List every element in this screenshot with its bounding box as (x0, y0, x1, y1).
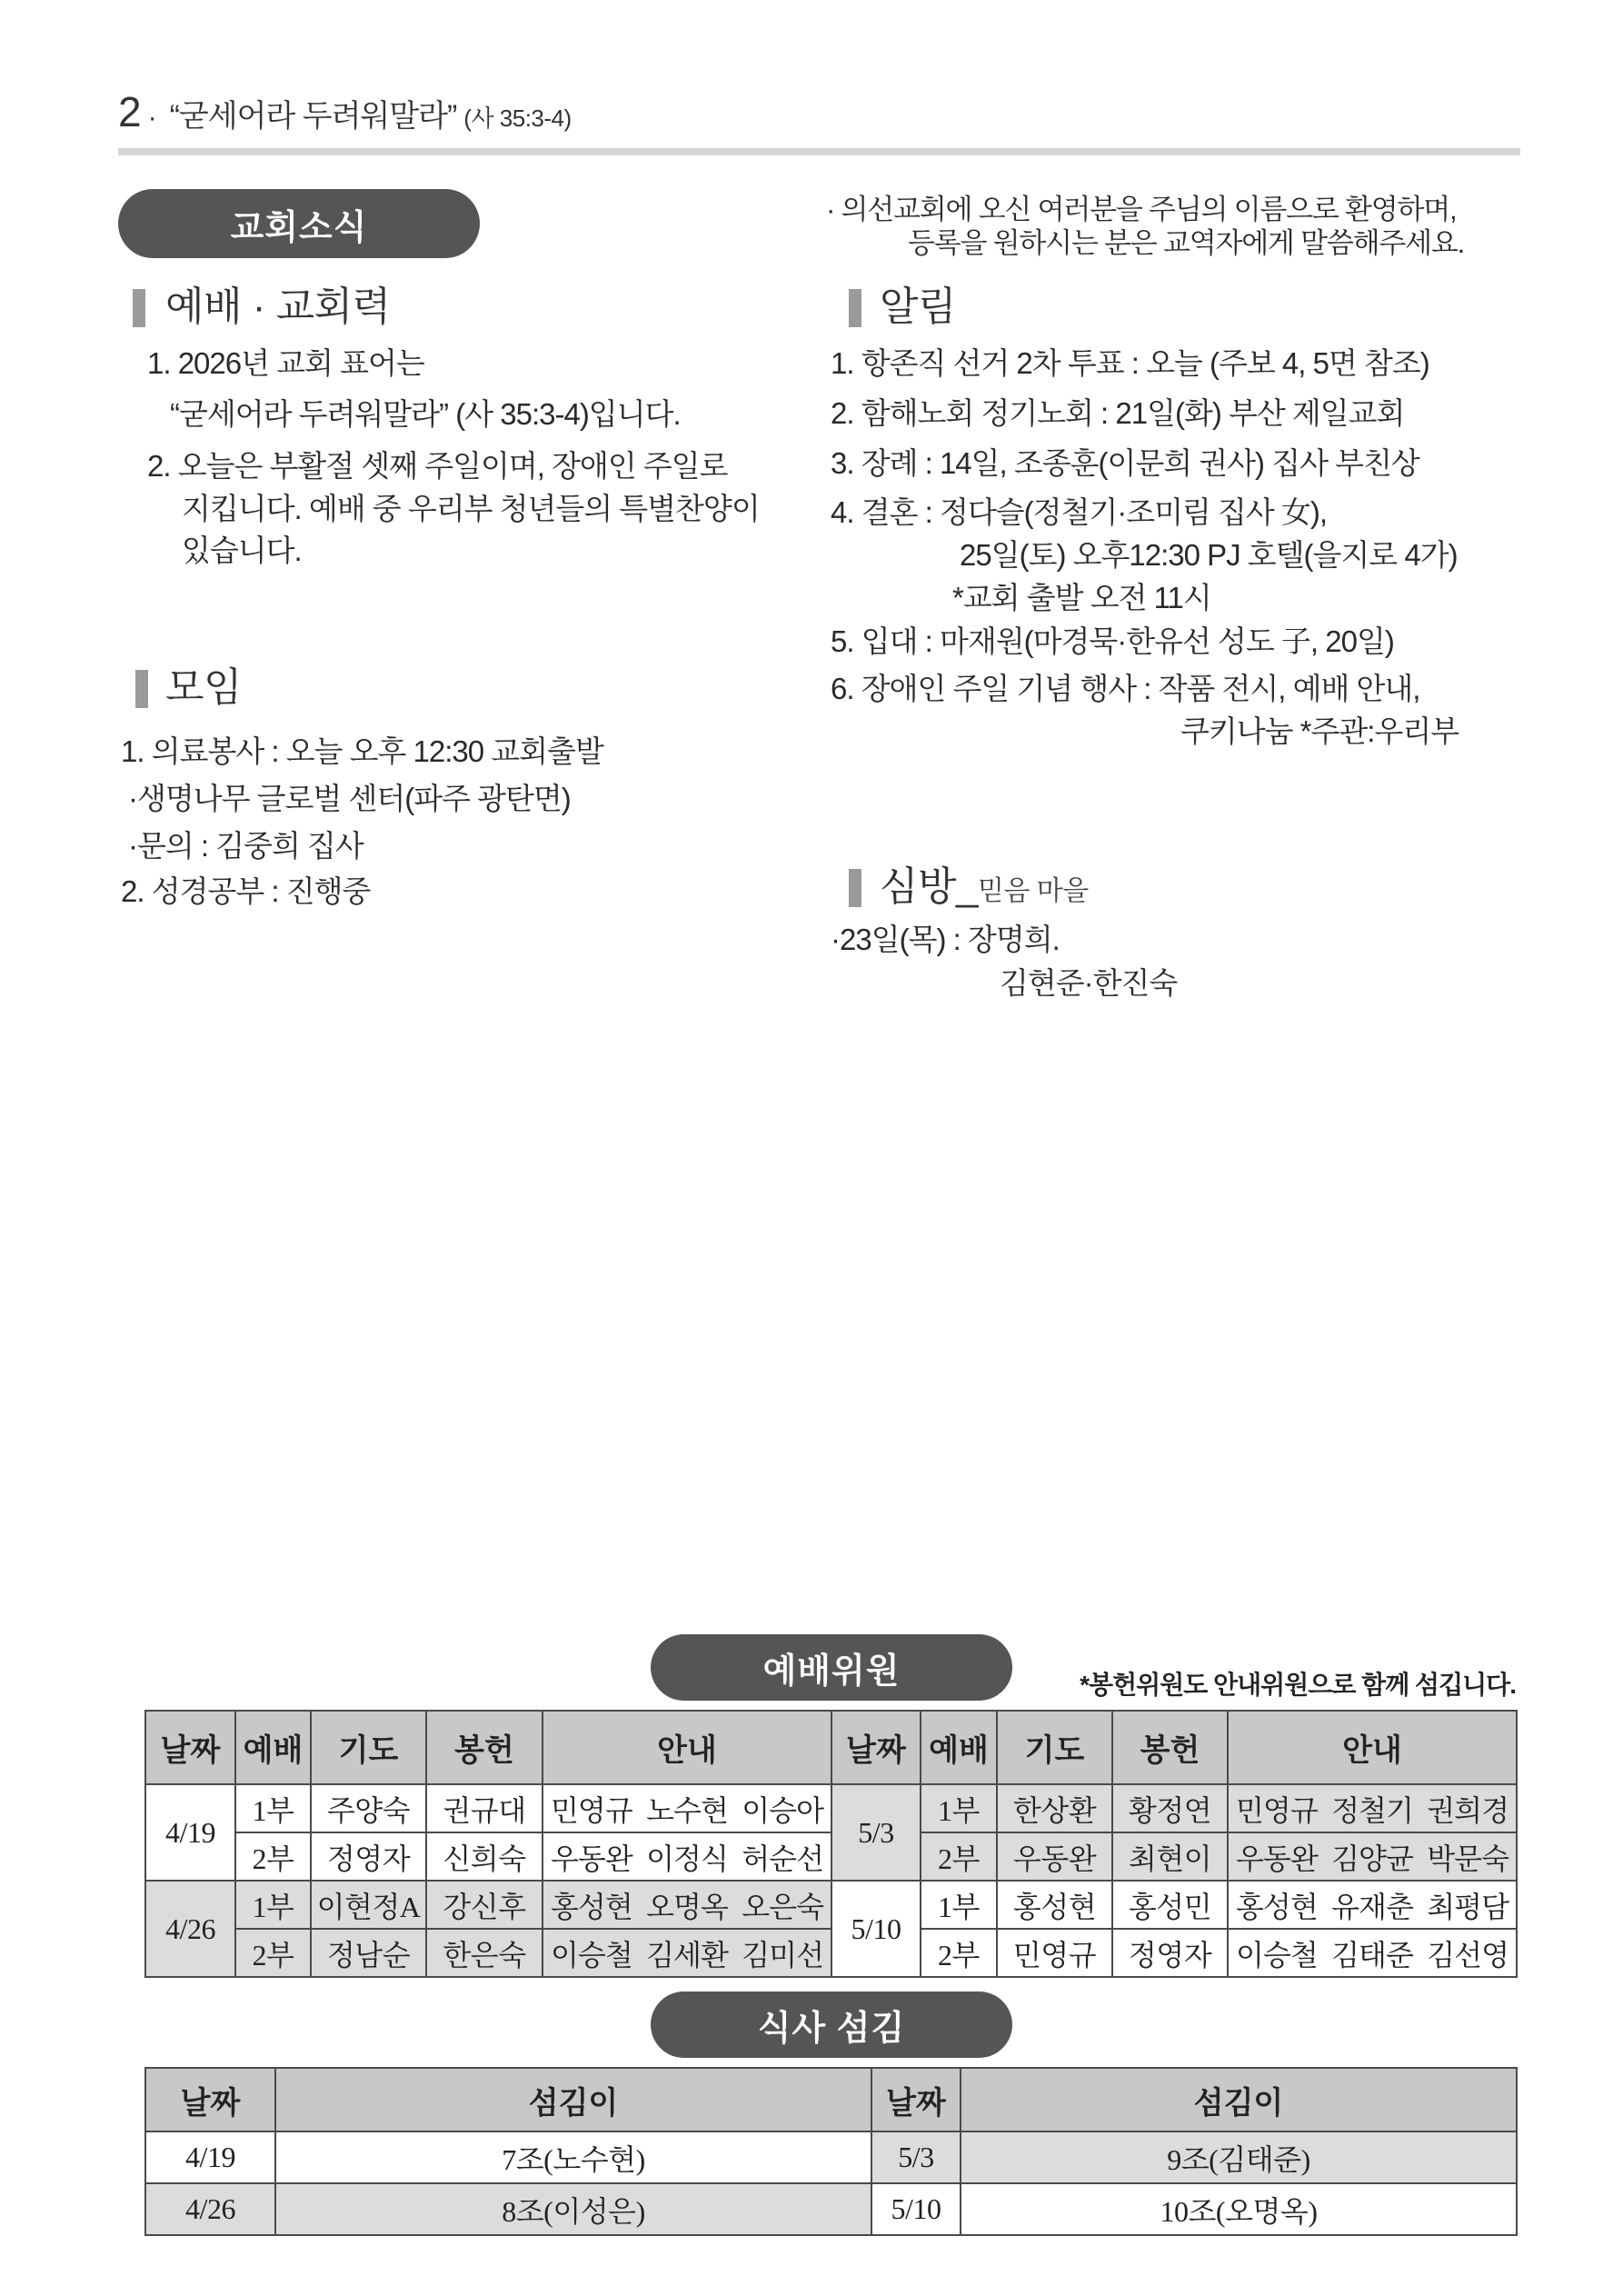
prayer-cell: 민영규 (997, 1929, 1112, 1977)
notice-line: 1. 항존직 선거 2차 투표 : 오늘 (주보 4, 5면 참조) (831, 346, 1429, 380)
offering-cell: 홍성민 (1112, 1881, 1228, 1929)
guide-cell: 민영규 정철기 권희경 (1228, 1784, 1517, 1832)
prayer-cell: 우동완 (997, 1832, 1112, 1881)
heading-bar-icon (849, 869, 861, 907)
offering-cell: 정영자 (1112, 1929, 1228, 1977)
section-title-worship-committee: 예배위원 (651, 1634, 1012, 1701)
notice-line: 5. 입대 : 마재원(마경묵·한유선 성도 子, 20일) (831, 624, 1394, 658)
column-header: 날짜 (145, 2068, 275, 2131)
notice-line: 6. 장애인 주일 기념 행사 : 작품 전시, 예배 안내, (831, 672, 1420, 705)
meeting-line: ·문의 : 김중희 집사 (128, 829, 363, 863)
notice-line: 쿠키나눔 *주관:우리부 (1180, 714, 1459, 748)
team-cell: 8조(이성은) (275, 2183, 871, 2235)
offering-cell: 황정연 (1112, 1784, 1228, 1832)
notice-line: 3. 장례 : 14일, 조종훈(이문희 권사) 집사 부친상 (831, 446, 1419, 480)
worship-committee-table (144, 1710, 1518, 1978)
column-header: 섬김이 (961, 2068, 1517, 2131)
offering-cell: 강신후 (426, 1881, 543, 1929)
heading-worship-calendar: 예배 · 교회력 (165, 285, 391, 329)
visitation-subtitle: 믿음 마을 (977, 876, 1089, 906)
notice-line: 2. 함해노회 정기노회 : 21일(화) 부산 제일교회 (831, 396, 1405, 430)
service-cell: 1부 (921, 1784, 997, 1832)
heading-notices: 알림 (880, 285, 957, 329)
prayer-cell: 홍성현 (997, 1881, 1112, 1929)
prayer-cell: 정영자 (311, 1832, 426, 1881)
column-header: 날짜 (145, 1711, 235, 1784)
prayer-cell: 정남순 (311, 1929, 426, 1977)
heading-bar-icon (135, 670, 148, 708)
meeting-line: 1. 의료봉사 : 오늘 오후 12:30 교회출발 (121, 734, 603, 768)
service-cell: 2부 (235, 1832, 311, 1881)
heading-visitation (880, 863, 1089, 915)
guide-cell: 민영규 노수현 이승아 (543, 1784, 831, 1832)
guide-cell: 홍성현 오명옥 오은숙 (543, 1881, 831, 1929)
date-cell: 4/19 (145, 1784, 235, 1881)
header-motto: “굳세어라 두려워말라” (169, 99, 457, 134)
calendar-line: 있습니다. (182, 534, 302, 567)
table-row (145, 2183, 1517, 2235)
column-header: 예배 (235, 1711, 311, 1784)
column-header: 날짜 (831, 1711, 921, 1784)
header-divider (118, 148, 1520, 155)
column-header: 안내 (1228, 1711, 1517, 1784)
date-cell: 4/26 (145, 1881, 235, 1977)
date-cell: 5/3 (871, 2131, 961, 2183)
table-header-row (145, 1711, 1517, 1784)
welcome-line: 등록을 원하시는 분은 교역자에게 말씀해주세요. (908, 227, 1464, 259)
table-row (145, 1784, 1517, 1832)
calendar-line: 지킵니다. 예배 중 우리부 청년들의 특별찬양이 (182, 492, 760, 525)
column-header: 기도 (311, 1711, 426, 1784)
team-cell: 7조(노수현) (275, 2131, 871, 2183)
team-cell: 10조(오명옥) (961, 2183, 1517, 2235)
service-cell: 2부 (235, 1929, 311, 1977)
date-cell: 4/26 (145, 2183, 275, 2235)
section-title-church-news: 교회소식 (118, 189, 480, 258)
offering-cell: 권규대 (426, 1784, 543, 1832)
page-number: 2 (118, 88, 141, 135)
team-cell: 9조(김태준) (961, 2131, 1517, 2183)
service-cell: 2부 (921, 1929, 997, 1977)
welcome-line: · 의선교회에 오신 여러분을 주님의 이름으로 환영하며, (826, 194, 1457, 225)
visitation-line: 김현준·한진숙 (1000, 966, 1178, 1000)
header-reference: (사 35:3-4) (463, 105, 572, 132)
service-cell: 1부 (921, 1881, 997, 1929)
date-cell: 5/10 (871, 2183, 961, 2235)
visitation-line: ·23일(목) : 장명희. (831, 923, 1060, 956)
meal-service-table (144, 2067, 1518, 2236)
column-header: 예배 (921, 1711, 997, 1784)
committee-note: *봉헌위원도 안내위원으로 함께 섬깁니다. (1080, 1671, 1516, 1699)
heading-meetings: 모임 (165, 665, 243, 710)
column-header: 봉헌 (426, 1711, 543, 1784)
date-cell: 5/10 (831, 1881, 921, 1977)
header-separator: · (147, 103, 157, 133)
prayer-cell: 주양숙 (311, 1784, 426, 1832)
notice-line: 25일(토) 오후12:30 PJ 호텔(을지로 4가) (960, 538, 1458, 572)
guide-cell: 이승철 김세환 김미선 (543, 1929, 831, 1977)
service-cell: 2부 (921, 1832, 997, 1881)
prayer-cell: 한상환 (997, 1784, 1112, 1832)
notice-line: 4. 결혼 : 정다슬(정철기·조미림 집사 女), (831, 495, 1328, 529)
page-header (118, 87, 572, 142)
guide-cell: 우동완 이정식 허순선 (543, 1832, 831, 1881)
date-cell: 5/3 (831, 1784, 921, 1881)
calendar-line: “굳세어라 두려워말라” (사 35:3-4)입니다. (170, 397, 681, 431)
table-row (145, 1881, 1517, 1929)
guide-cell: 이승철 김태준 김선영 (1228, 1929, 1517, 1977)
calendar-line: 1. 2026년 교회 표어는 (147, 346, 424, 380)
column-header: 안내 (543, 1711, 831, 1784)
prayer-cell: 이현정A (311, 1881, 426, 1929)
offering-cell: 한은숙 (426, 1929, 543, 1977)
service-cell: 1부 (235, 1784, 311, 1832)
column-header: 섬김이 (275, 2068, 871, 2131)
table-row (145, 1929, 1517, 1977)
table-header-row (145, 2068, 1517, 2131)
offering-cell: 신희숙 (426, 1832, 543, 1881)
offering-cell: 최현이 (1112, 1832, 1228, 1881)
guide-cell: 우동완 김양균 박문숙 (1228, 1832, 1517, 1881)
column-header: 봉헌 (1112, 1711, 1228, 1784)
table-row (145, 1832, 1517, 1881)
date-cell: 4/19 (145, 2131, 275, 2183)
calendar-line: 2. 오늘은 부활절 셋째 주일이며, 장애인 주일로 (147, 449, 728, 483)
column-header: 날짜 (871, 2068, 961, 2131)
table-row (145, 2131, 1517, 2183)
visitation-title: 심방_ (880, 864, 978, 909)
column-header: 기도 (997, 1711, 1112, 1784)
service-cell: 1부 (235, 1881, 311, 1929)
section-title-meal-service: 식사 섬김 (651, 1992, 1012, 2058)
notice-line: *교회 출발 오전 11시 (952, 581, 1211, 614)
guide-cell: 홍성현 유재춘 최평담 (1228, 1881, 1517, 1929)
heading-bar-icon (133, 289, 145, 327)
meeting-line: ·생명나무 글로벌 센터(파주 광탄면) (128, 782, 571, 815)
heading-bar-icon (849, 289, 861, 327)
meeting-line: 2. 성경공부 : 진행중 (121, 874, 371, 908)
